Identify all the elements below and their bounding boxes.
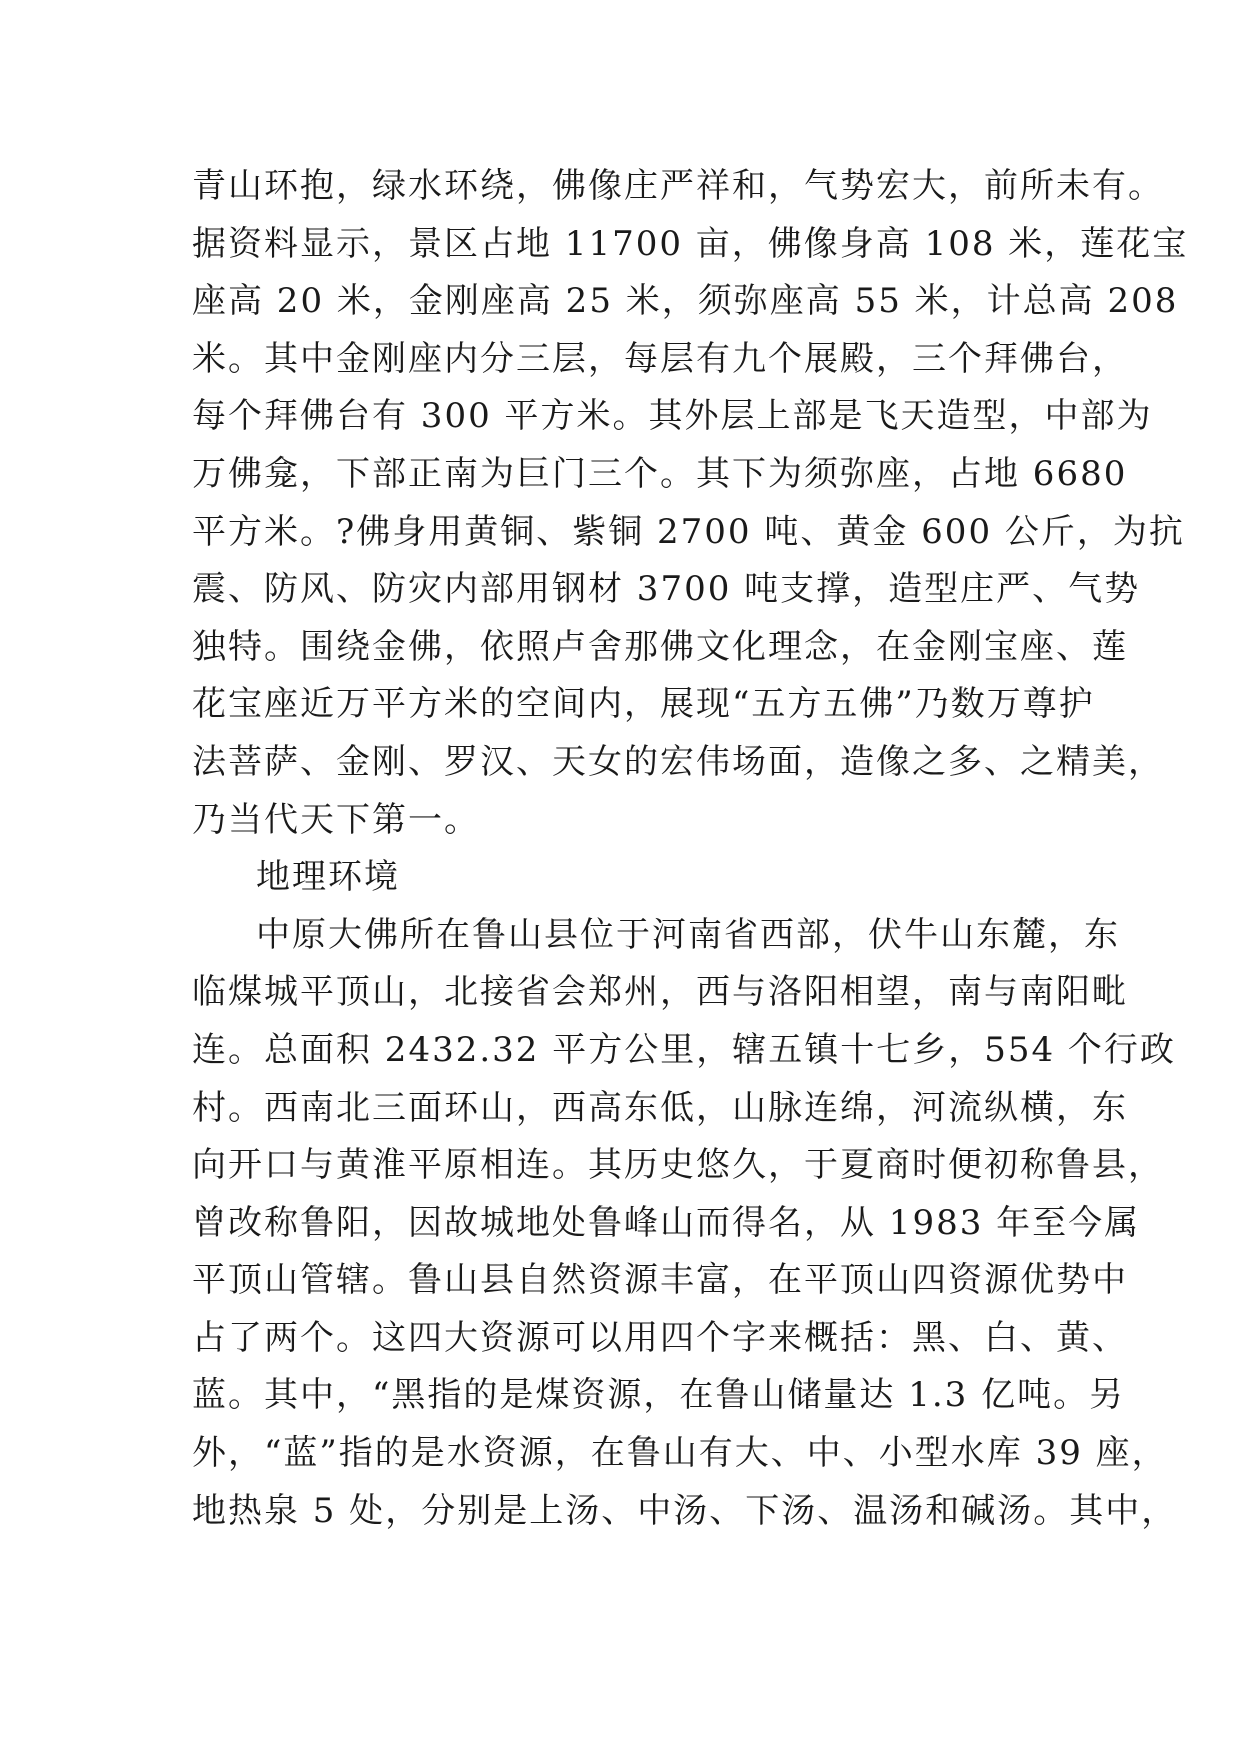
text-line: 独特。围绕金佛，依照卢舍那佛文化理念，在金刚宝座、莲	[192, 626, 1128, 667]
text-line: 平顶山管辖。鲁山县自然资源丰富，在平顶山四资源优势中	[192, 1260, 1128, 1301]
text-line: 青山环抱，绿水环绕，佛像庄严祥和，气势宏大，前所未有。	[192, 166, 1164, 206]
text-line: 平方米。?佛身用黄铜、紫铜 2700 吨、黄金 600 公斤，为抗	[192, 511, 1185, 552]
text-line: 临煤城平顶山，北接省会郑州，西与洛阳相望，南与南阳毗	[192, 972, 1128, 1013]
text-line: 法菩萨、金刚、罗汉、天女的宏伟场面，造像之多、之精美，	[192, 741, 1164, 782]
text-line: 乃当代天下第一。	[192, 799, 480, 840]
text-line: 村。西南北三面环山，西高东低，山脉连绵，河流纵横，东	[192, 1087, 1128, 1128]
text-line: 中原大佛所在鲁山县位于河南省西部，伏牛山东麓，东	[256, 914, 1120, 955]
text-line: 花宝座近万平方米的空间内，展现“五方五佛”乃数万尊护	[192, 684, 1095, 725]
text-line: 连。总面积 2432.32 平方公里，辖五镇十七乡，554 个行政	[192, 1029, 1176, 1070]
text-line: 据资料显示，景区占地 11700 亩，佛像身高 108 米，莲花宝	[192, 223, 1189, 264]
text-line: 座高 20 米，金刚座高 25 米，须弥座高 55 米，计总高 208	[192, 281, 1179, 322]
text-line: 每个拜佛台有 300 平方米。其外层上部是飞天造型，中部为	[192, 396, 1153, 437]
body-text	[192, 158, 1189, 1540]
text-line: 万佛龛，下部正南为巨门三个。其下为须弥座，占地 6680	[192, 453, 1128, 494]
text-line: 曾改称鲁阳，因故城地处鲁峰山而得名，从 1983 年至今属	[192, 1202, 1141, 1243]
text-line: 向开口与黄淮平原相连。其历史悠久，于夏商时便初称鲁县，	[192, 1145, 1164, 1186]
text-line: 蓝。其中，“黑指的是煤资源，在鲁山储量达 1.3 亿吨。另	[192, 1375, 1126, 1416]
text-line: 占了两个。这四大资源可以用四个字来概括：黑、白、黄、	[192, 1317, 1128, 1358]
text-line: 震、防风、防灾内部用钢材 3700 吨支撑，造型庄严、气势	[192, 569, 1141, 610]
text-line: 外，“蓝”指的是水资源，在鲁山有大、中、小型水库 39 座，	[192, 1433, 1168, 1474]
text-line: 地热泉 5 处，分别是上汤、中汤、下汤、温汤和碱汤。其中，	[192, 1490, 1178, 1531]
section-heading: 地理环境	[256, 857, 400, 898]
text-line: 米。其中金刚座内分三层，每层有九个展殿，三个拜佛台，	[192, 338, 1128, 379]
